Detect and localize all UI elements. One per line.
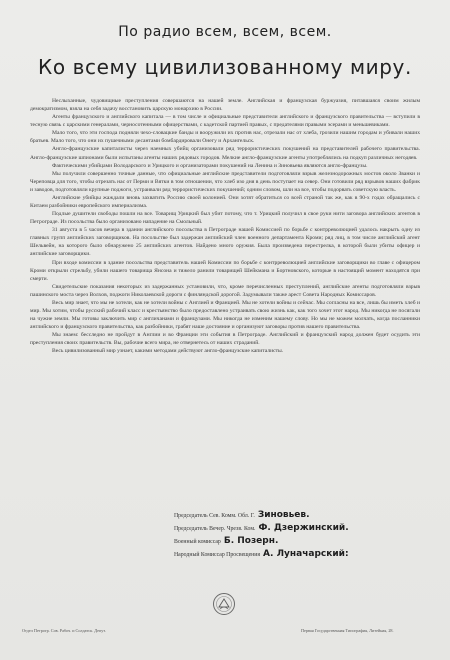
signatory-2 <box>174 523 434 536</box>
body-paragraph: Мы знаем: бесследно не пройдут в Англии и во Франции эти события в Петрограде. Английский и французский народ должен будет осудить эти преступления своих правительств. Вы, рабочие всего мира, не отвернетесь от наших страданий. <box>30 332 420 347</box>
signatory-4 <box>174 549 434 562</box>
signatory-name: Зиновьев. <box>257 510 310 520</box>
signatory-role: Народный Комиссар Просвещения <box>174 552 261 558</box>
radio-address-subtitle: По радио всем, всем, всем. <box>118 24 332 40</box>
body-paragraph: Неслыханные, чудовищные преступления совершаются на нашей земле. Английская и французская буржуазия, питавшаяся своим жилым демократизмом, взяла на себя задачу восстановить царскую монархию в России. <box>30 98 420 113</box>
body-paragraph: Весь мир знает, что мы не хотели, как не хотели войны с Англией и Францией. Мы не хотели войны и сейчас. Мы согласны на все, лишь бы иметь хлеб и мир. Мы хотим, чтобы русский рабочий класс и крестьянство было предоставлено устраивать свою жизнь как, как того хочет этот народ. Мы никогда не посягали на чужие земли. Мы готовы заключить мир с англичанами и французами. Мы никогда не изменим нашему слову. Но мы не можем молчать, когда посланники английского и французского правительства, как разбойники, грабят наше достояние и организуют заговоры против нашего правительства. <box>30 299 420 331</box>
body-paragraph: Английские убийцы жаждали вновь захватить Россию своей колонией. Они хотят обратиться со всей страной так же, как в 90-х годах обращались с Китаем разбойники европейского империализма. <box>30 194 420 210</box>
signatory-3 <box>174 536 434 549</box>
emblem-icon <box>212 592 236 616</box>
signatory-role: Председатель Вечер. Чрезв. Ком. <box>174 526 256 532</box>
printer-credit-left: Отдел Петрогр. Сов. Рабоч. и Солдатск. Депут. <box>22 628 106 633</box>
signatory-1 <box>174 510 434 523</box>
poster-title: Ко всему цивилизованному миру. <box>38 55 412 79</box>
signatory-name: Ф. Дзержинский. <box>258 523 349 533</box>
body-paragraph: Подлые душители свободы пошли на все. Товарищ Урицкий был убит потому, что т. Урицкий получил в свое руки нити заговора английских агентов в Петрограде. Из посольства было организовано нападение на Смольный. <box>30 211 420 226</box>
body-paragraph: Мало того, что эти господа подняли чехо-словацкие банды и вооружили их против нас, отрезали нас от хлеба, грозили нашим городам и убивали наших братьев. Мало того, что они их пушечными десантами бомбардировали Онегу и Архангельск. <box>30 130 420 145</box>
signatories-block <box>174 510 434 562</box>
body-paragraph: Свидетельские показания некоторых из задержанных установили, что, кроме перечисленных преступлений, английские агенты подготовляли взрыв пашинского моста через Волхов, поджоги Николаевской дороги с финляндской дорогой. Задумывали также арест Совета Народных Комиссаров. <box>30 283 420 298</box>
signatory-role: Председатель Сев. Комм. Обл. Г. <box>174 513 255 519</box>
body-paragraph: Агенты французского и английского капитала — в том числе и официальные представители английского и французского правительства — вступили в тесную связь с царскими генералами, черносотенными офицерствами, с кадетской партией правых, с предателями правыми эсерами и меньшевиками. <box>30 114 420 129</box>
body-paragraph: Англо-французские капиталисты через наемных убийц организовали ряд террористических покушений на представителей рабочего правительства. Англо-французские шпионами были испытаны агенты наших рядовых городов. Мелкие англо-французские агенты употреблялись на подкуп различных негодяев. <box>30 146 420 161</box>
body-text <box>30 97 420 457</box>
body-paragraph: При входе комиссии в здание посольства представитель нашей Комиссии по борьбе с контрреволюцией английские заговорщики во главе с офицером Кроми открыли стрельбу, убили нашего товарища Янсона и тяжело ранили товарищей Шейкмана и Бортновского, которые в настоящий момент находятся при смерти. <box>30 259 420 282</box>
body-paragraph: 31 августа в 5 часов вечера в здании английского посольства в Петрограде нашей Комиссией по борьбе с контрреволюцией удалось накрыть одну из главных групп английских заговорщиков. На посольстве был задержан английский член военного департамента Кроми; ряд лиц, в том числе английский агент Шельвейн, на которого было обнаружено 25 английских агентов. Найдено много оружия. Была произведена перестрелка, в которой были убиты офицер и английские заговорщики. <box>30 227 420 258</box>
signatory-role: Военный комиссар <box>174 539 221 545</box>
body-paragraph: Мы получили совершенно точные данные, что официальные английские представители подготовляли взрыв железнодорожных мостов около Званки и Череповца для того, чтобы отрезать нас от Перми и Вятки в том отношении, что хлеб изо дня в день поступает на север. Они готовили ряд взрывов наших фабрик и заводов, подготовляли крупные поджоги, устраивали ряд террористических покушений; одним словом, шли на все, чтобы подорвать советскую власть. <box>30 170 420 193</box>
printer-credit-right: Первая Государственная Типография, Литейная, 28. <box>301 628 394 633</box>
signatory-name: А. Луначарский: <box>263 549 349 559</box>
body-paragraph: Фактическими убийцами Володарского и Урицкого и организаторами покушений на Ленина и Зиновьева являются англо-французы. <box>52 162 368 169</box>
signatory-name: Б. Позерн. <box>223 536 279 546</box>
body-paragraph: Весь цивилизованный мир узнает, какими методами действуют англо-французские капиталисты. <box>52 348 284 355</box>
